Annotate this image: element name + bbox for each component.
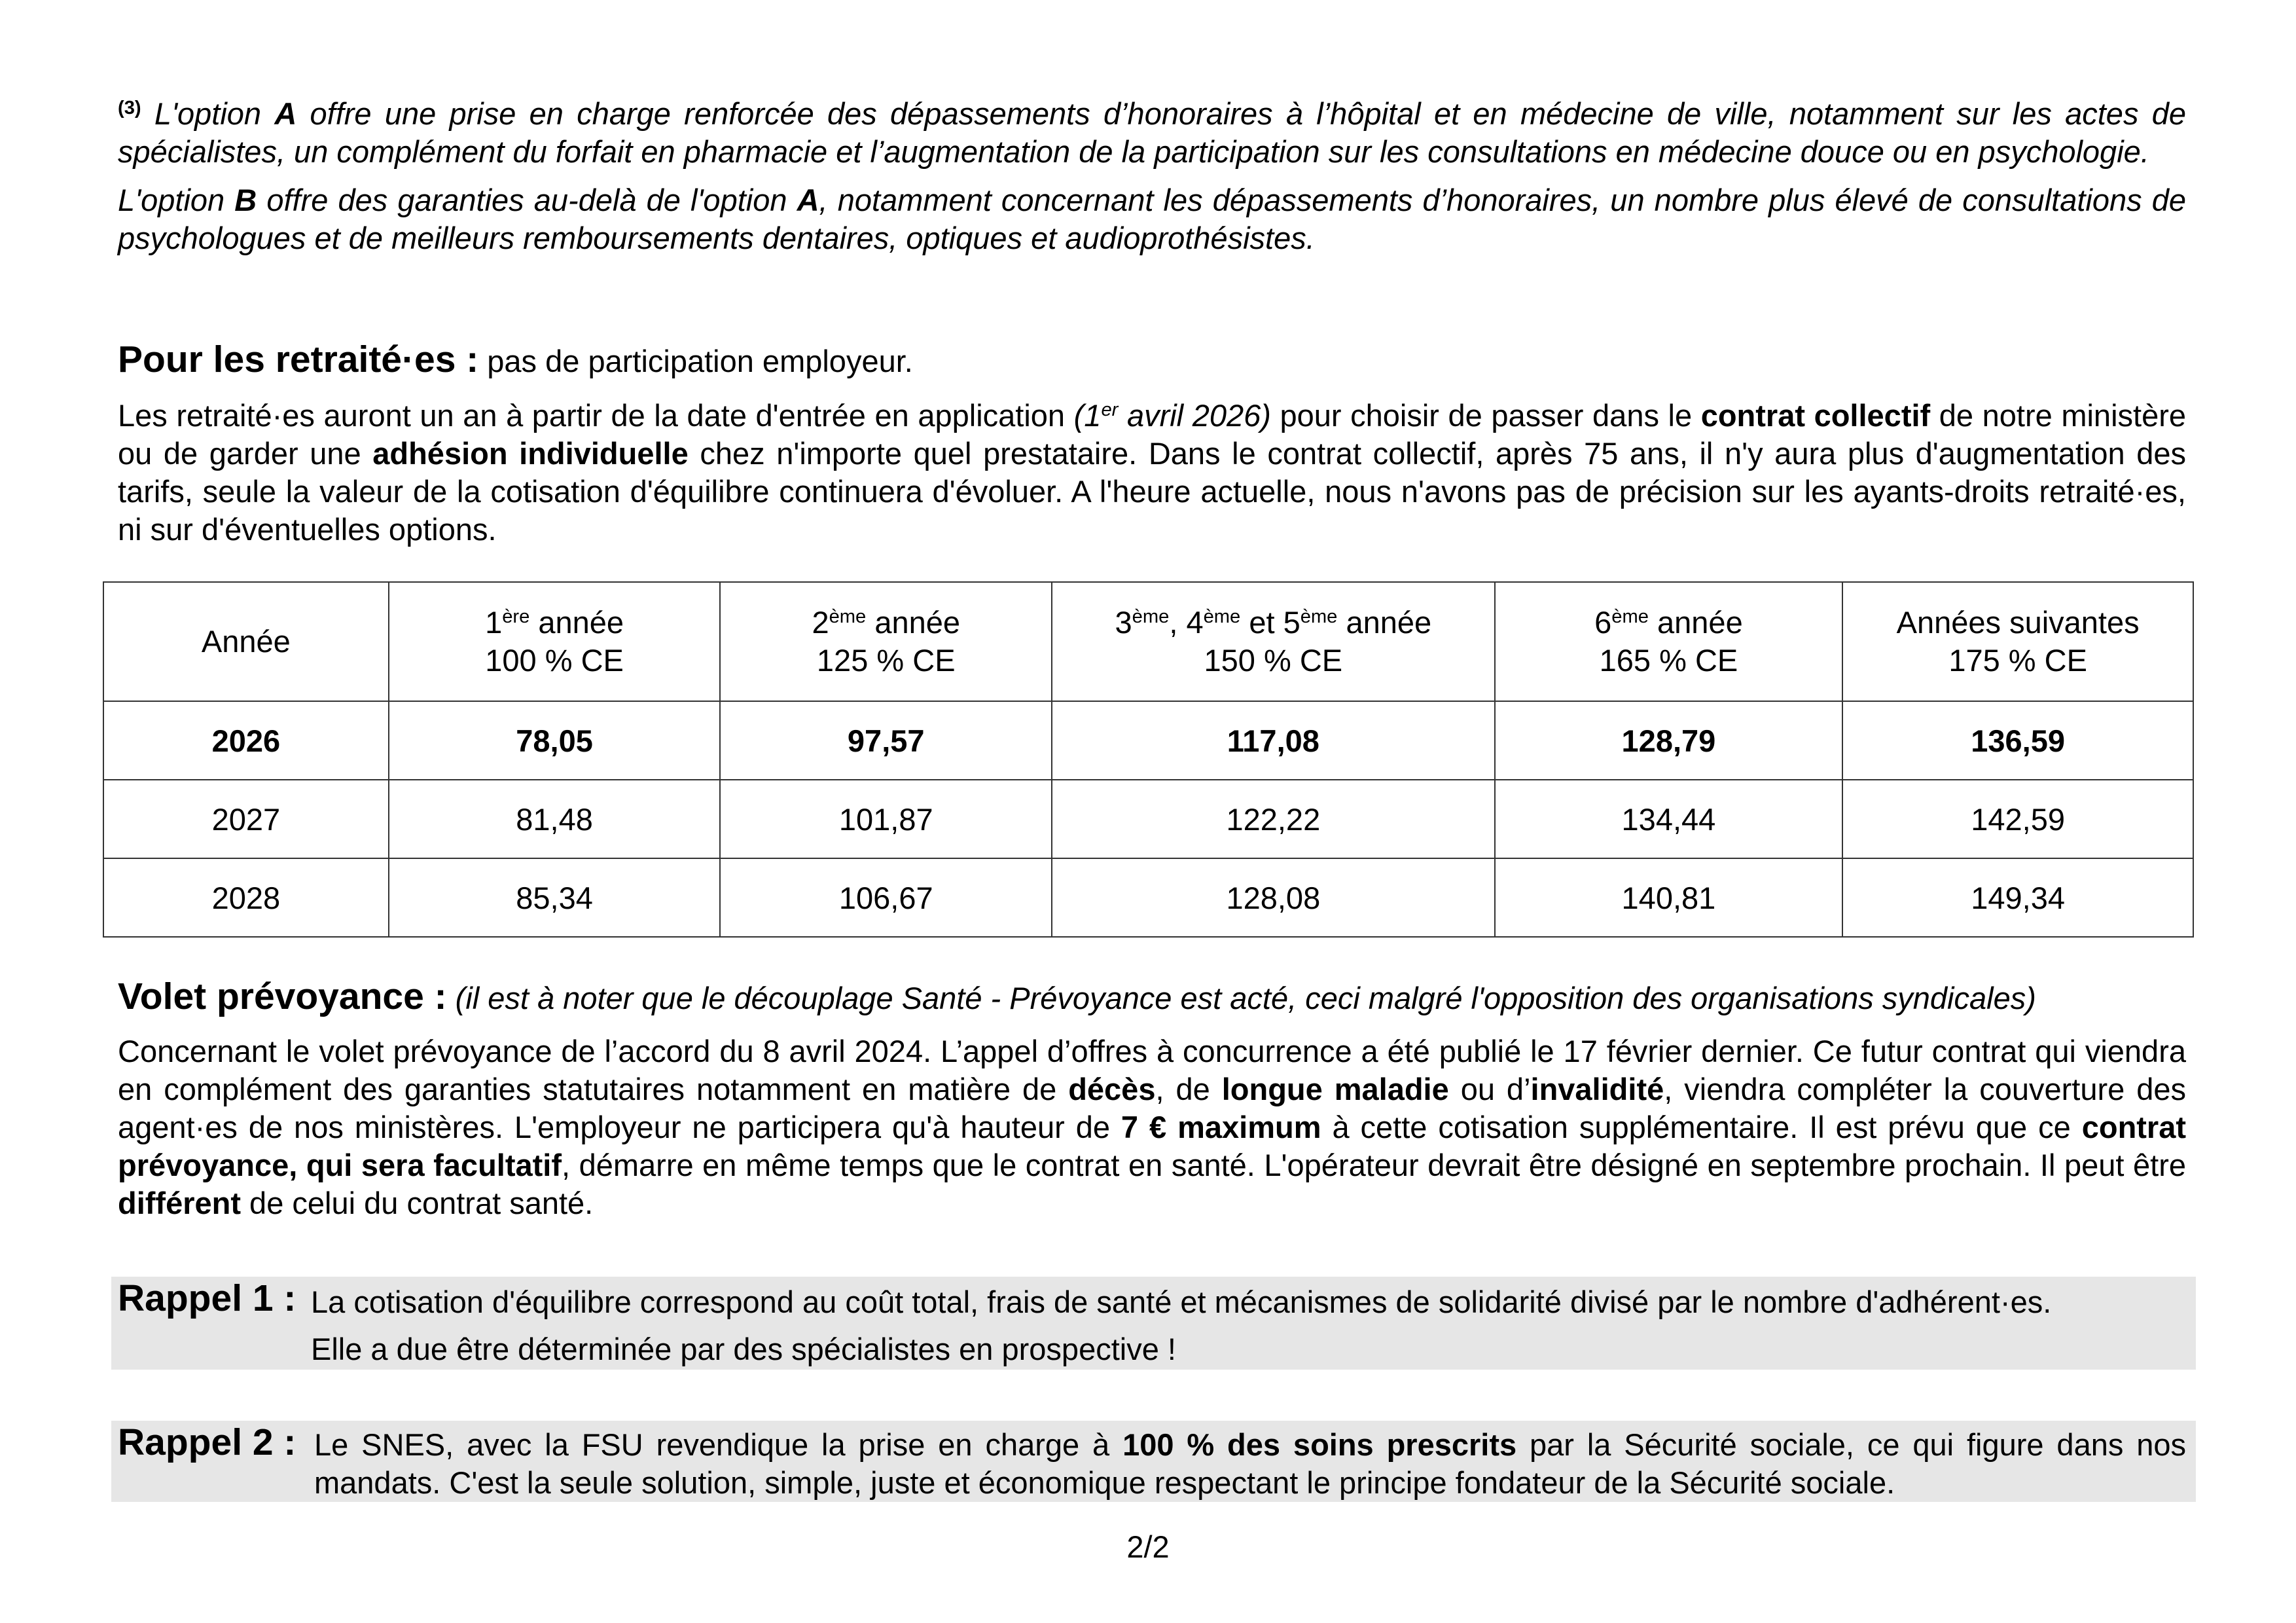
- table-cell: 85,34: [389, 858, 721, 937]
- table-cell: 142,59: [1842, 780, 2193, 858]
- table-cell: 81,48: [389, 780, 721, 858]
- header-following-years: Années suivantes 175 % CE: [1842, 582, 2193, 701]
- rappel-2-box: [111, 1421, 2196, 1502]
- table-cell: 140,81: [1495, 858, 1843, 937]
- header-year-3-5: 3ème, 4ème et 5ème année 150 % CE: [1052, 582, 1495, 701]
- rappel-1-box: [111, 1277, 2196, 1370]
- header-year-1: 1ère année 100 % CE: [389, 582, 721, 701]
- rappel-1-label: Rappel 1 :: [118, 1277, 296, 1319]
- prevoyance-paragraph: Concernant le volet prévoyance de l’accord du 8 avril 2024. L’appel d’offres à concurrence a été publié le 17 février dernier. Ce futur contrat qui viendra en complément des garanties statutaires notamment en matière de décès, de longue maladie ou d’invalidité, viendra compléter la couverture des agent·es de nos ministères. L'employeur ne participera qu'à hauteur de 7 € maximum à cette cotisation supplémentaire. Il est prévu que ce contrat prévoyance, qui sera facultatif, démarre en même temps que le contrat en santé. L'opérateur devrait être désigné en septembre prochain. Il peut être différent de celui du contrat santé.: [118, 1034, 2187, 1220]
- table-cell: 136,59: [1842, 701, 2193, 780]
- header-year-2: 2ème année 125 % CE: [720, 582, 1052, 701]
- table-cell: 128,79: [1495, 701, 1843, 780]
- rappel-2-text: Le SNES, avec la FSU revendique la prise en charge à 100 % des soins prescrits par la Sécurité sociale, ce qui figure dans nos mandats. C'est la seule solution, simple, juste et économique respectant le principe fondateur de la Sécurité sociale.: [314, 1427, 2187, 1500]
- table-row: [103, 701, 2193, 780]
- options-footnote: [118, 95, 2186, 257]
- table-cell: 2027: [103, 780, 389, 858]
- retraites-section: [118, 337, 2186, 549]
- page-number: 2/2: [1126, 1529, 1170, 1564]
- retraites-title: Pour les retraité·es :: [118, 338, 479, 380]
- prevoyance-section: [118, 974, 2186, 1222]
- retraites-intro: pas de participation employeur.: [478, 344, 913, 378]
- table-row: [103, 858, 2193, 937]
- table-cell: 122,22: [1052, 780, 1495, 858]
- option-b-paragraph: L'option B offre des garanties au-delà de l'option A, notamment concernant les dépassements d’honoraires, un nombre plus élevé de consultations de psychologues et de meilleurs remboursements dentaires, optiques et audioprothésistes.: [118, 183, 2186, 255]
- table-cell: 101,87: [720, 780, 1052, 858]
- table-cell: 134,44: [1495, 780, 1843, 858]
- rappel-2-label: Rappel 2 :: [118, 1421, 296, 1463]
- table-cell: 106,67: [720, 858, 1052, 937]
- table-cell: 97,57: [720, 701, 1052, 780]
- table-cell: 128,08: [1052, 858, 1495, 937]
- table-header-row: [103, 582, 2193, 701]
- cotisation-table: [103, 581, 2194, 938]
- table-cell: 2028: [103, 858, 389, 937]
- header-annee: Année: [103, 582, 389, 701]
- table-cell: 117,08: [1052, 701, 1495, 780]
- table-cell: 2026: [103, 701, 389, 780]
- footnote-marker: (3): [118, 97, 141, 119]
- retraites-paragraph: Les retraité·es auront un an à partir de la date d'entrée en application (1er avril 2026) pour choisir de passer dans le contrat collectif de notre ministère ou de garder une adhésion individuelle chez n'importe quel prestataire. Dans le contrat collectif, après 75 ans, il n'y aura plus d'augmentation des tarifs, seule la valeur de la cotisation d'équilibre continuera d'évoluer. A l'heure actuelle, nous n'avons pas de précision sur les ayants-droits retraité·es, ni sur d'éventuelles options.: [118, 398, 2186, 547]
- rappel-1-line-2: Elle a due être déterminée par des spécialistes en prospective !: [311, 1332, 1176, 1366]
- table-cell: 149,34: [1842, 858, 2193, 937]
- option-a-paragraph: $^{(3)}$ L'option A offre une prise en charge renforcée des dépassements d’honoraires à l’hôpital et en médecine de ville, notamment sur les actes de spécialistes, un complément du forfait en pharmacie et l’augmentation de la participation sur les consultations en médecine douce ou en psychologie.: [118, 96, 2186, 169]
- header-year-6: 6ème année 165 % CE: [1495, 582, 1843, 701]
- prevoyance-note: (il est à noter que le découplage Santé - Prévoyance est acté, ceci malgré l'opposition des organisations syndicales): [446, 981, 2036, 1015]
- rappel-1-line-1: La cotisation d'équilibre correspond au coût total, frais de santé et mécanismes de solidarité divisé par le nombre d'adhérent·es.: [311, 1285, 2052, 1319]
- table-cell: 78,05: [389, 701, 721, 780]
- retraites-heading: [118, 337, 2186, 392]
- prevoyance-heading: [118, 974, 2186, 1029]
- table-row: [103, 780, 2193, 858]
- prevoyance-title: Volet prévoyance :: [118, 976, 447, 1017]
